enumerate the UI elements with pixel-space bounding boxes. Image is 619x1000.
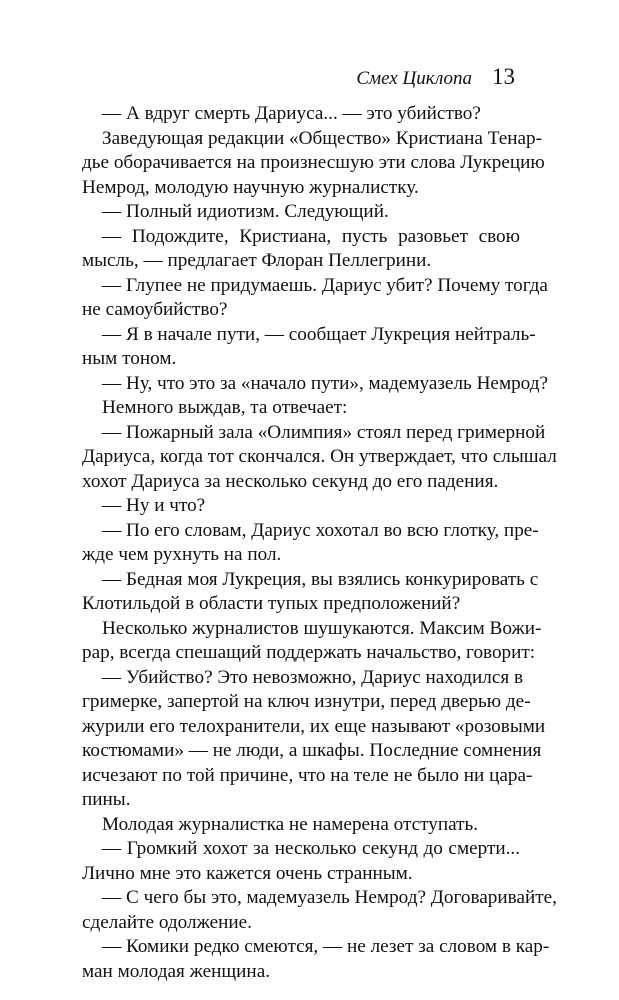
text-line: ман молодая женщина.: [82, 960, 271, 982]
page-header: [356, 64, 515, 90]
text-line: Молодая журналистка не намерена отступать.: [102, 813, 479, 835]
text-line: журили его телохранители, их еще называют «розовыми: [82, 715, 546, 737]
page-number: 13: [492, 64, 515, 89]
text-line: — Ну, что это за «начало пути», мадемуазель Немрод?: [102, 372, 548, 394]
text-line: гримерке, запертой на ключ изнутри, перед дверью де-: [82, 691, 531, 712]
text-line: — А вдруг смерть Дариуса... — это убийство?: [102, 103, 481, 124]
text-line: — Пожарный зала «Олимпия» стоял перед гримерной: [102, 421, 546, 443]
text-line: — С чего бы это, мадемуазель Немрод? Договаривайте,: [102, 887, 557, 908]
text-line: — Убийство? Это невозможно, Дариус находился в: [102, 666, 524, 688]
running-title: Смех Циклопа: [356, 68, 472, 89]
text-line: ным тоном.: [82, 348, 177, 369]
text-line: жде чем рухнуть на пол.: [82, 544, 282, 565]
text-line: хохот Дариуса за несколько секунд до его падения.: [82, 470, 499, 492]
text-line: исчезают по той причине, что на теле не было ни цара-: [82, 764, 533, 786]
text-line: рар, всегда спешащий поддержать начальство, говорит:: [82, 642, 536, 663]
body-text: [82, 102, 557, 984]
text-line: Лично мне это кажется очень странным.: [82, 862, 413, 884]
text-line: Клотильдой в области тупых предположений?: [82, 593, 461, 614]
text-line: не самоубийство?: [82, 299, 228, 320]
text-line: — Громкий хохот за несколько секунд до смерти...: [102, 838, 520, 859]
text-line: Немного выждав, та отвечает:: [102, 397, 348, 418]
text-line: Немрод, молодую научную журналистку.: [82, 176, 419, 198]
text-line: Заведующая редакции «Общество» Кристиана Тенар-: [102, 127, 543, 149]
text-line: — Подождите, Кристиана, пусть разовьет свою: [102, 225, 520, 247]
text-line: — Глупее не придумаешь. Дариус убит? Почему тогда: [102, 274, 548, 296]
text-line: — Ну и что?: [102, 495, 206, 516]
text-line: Дариуса, когда тот скончался. Он утверждает, что слышал: [82, 446, 557, 467]
text-line: мысль, — предлагает Флоран Пеллегрини.: [82, 250, 432, 271]
text-line: пины.: [82, 789, 131, 810]
text-line: дье оборачивается на произнесшую эти слова Лукрецию: [82, 152, 545, 173]
text-line: костюмами» — не люди, а шкафы. Последние сомнения: [82, 740, 542, 761]
text-line: — Полный идиотизм. Следующий.: [102, 201, 389, 222]
text-line: сделайте одолжение.: [82, 911, 252, 933]
text-line: — По его словам, Дариус хохотал во всю глотку, пре-: [102, 519, 539, 541]
text-line: — Я в начале пути, — сообщает Лукреция нейтраль-: [102, 323, 536, 345]
text-line: Несколько журналистов шушукаются. Максим Вожи-: [102, 617, 542, 639]
text-line: — Комики редко смеются, — не лезет за словом в кар-: [102, 936, 550, 957]
text-line: — Бедная моя Лукреция, вы взялись конкурировать с: [102, 568, 539, 590]
